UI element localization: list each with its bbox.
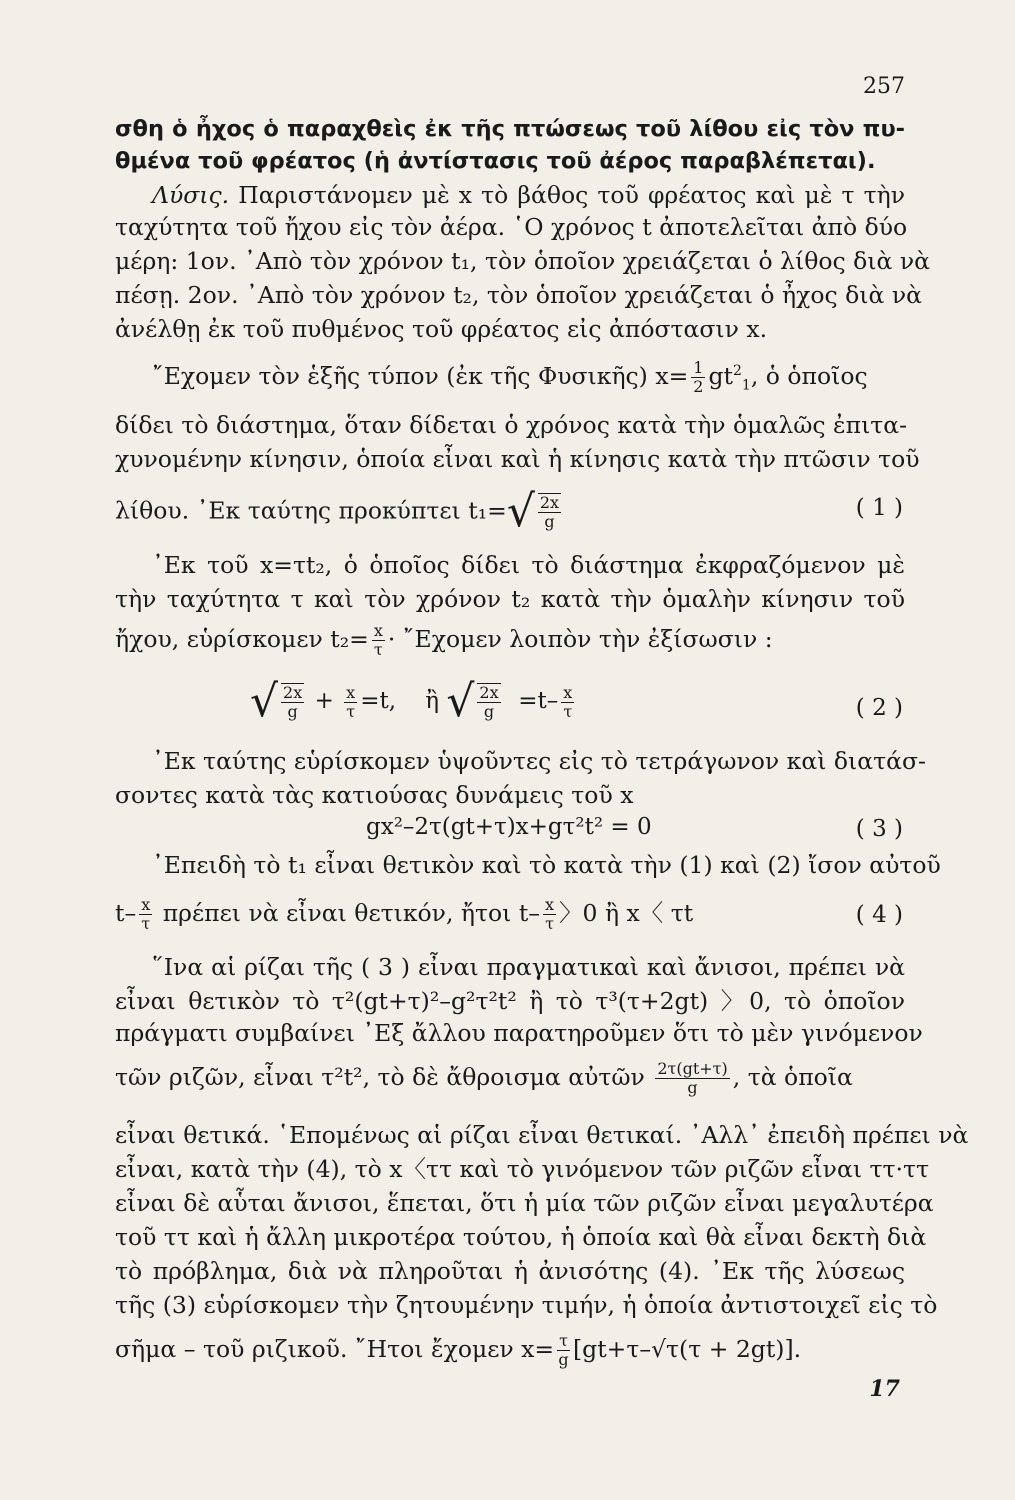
text-line (152, 180, 905, 210)
text-line: σθη ὁ ἦχος ὁ παραχθεὶς ἐκ τῆς πτώσεως τοῦ λίθου εἰς τὸν πυ- (115, 116, 905, 142)
numerator: τ (559, 1331, 568, 1350)
text-line: δίδει τὸ διάστημα, ὅταν δίδεται ὁ χρόνος κατὰ τὴν ὁμαλῶς ἐπιτα- (115, 411, 908, 439)
text-span: t– (115, 899, 137, 927)
formula-line (115, 896, 905, 933)
text-span: λίθου. ᾿Εκ ταύτης προκύπτει t₁= (115, 496, 507, 525)
text-line: εἶναι θετικὸν τὸ τ²(gt+τ)²–g²τ²t² ἢ τὸ τ³(τ+2gt) 〉0, τὸ ὁποῖον (115, 987, 905, 1015)
text-line: θμένα τοῦ φρέατος (ἡ ἀντίστασις τοῦ ἀέρος παραβλέπεται). (115, 148, 876, 174)
denominator: τ (373, 640, 383, 659)
page-number: 257 (863, 74, 905, 99)
fraction-tau-over-g (557, 1332, 570, 1369)
text-line: εἶναι, κατὰ τὴν (4), τὸ x〈ττ καὶ τὸ γινόμενον τῶν ριζῶν εἶναι ττ·ττ (115, 1155, 929, 1183)
numerator: x (141, 895, 151, 914)
text-line: ᾿Εκ ταύτης εὑρίσκομεν ὑψοῦντες εἰς τὸ τετράγωνον καὶ διατάσ- (152, 747, 926, 775)
fraction-root-sum (655, 1060, 729, 1097)
text-line: τὸ πρόβλημα, διὰ νὰ πληροῦται ἡ ἀνισότης (4). ᾿Εκ τῆς λύσεως (115, 1257, 905, 1285)
equation-2 (250, 676, 577, 727)
subscript: 1 (741, 377, 751, 394)
text-line: ᾿Εκ τοῦ x=τt₂, ὁ ὁποῖος δίδει τὸ διάστημα ἐκφραζόμενον μὲ (152, 551, 905, 579)
text-span: τῶν ριζῶν, εἶναι τ²t², τὸ δὲ ἄθροισμα αὐτῶν (115, 1063, 645, 1091)
numerator: 2x (479, 683, 499, 702)
numerator: 2x (539, 493, 560, 512)
numerator: 1 (693, 357, 704, 377)
equation-number: ( 1 ) (855, 495, 903, 521)
fraction-2x-over-g (281, 683, 304, 721)
text-span: , τὰ ὁποῖα (732, 1063, 853, 1091)
numerator: 2x (283, 683, 303, 702)
solution-label: Λύσις. (152, 181, 230, 209)
formula-line (115, 486, 905, 537)
text-span: [gt+τ–√τ(τ + 2gt)]. (572, 1335, 802, 1363)
text-span: ἤχου, εὑρίσκομεν t₂= (115, 625, 369, 653)
text-span: , ὁ ὁποῖος (750, 361, 868, 390)
signature-mark: 17 (869, 1376, 900, 1402)
numerator: 2τ(gt+τ) (657, 1059, 728, 1078)
text-span: =t, (360, 688, 397, 714)
denominator: g (544, 512, 555, 531)
text-line: τῆς (3) εὑρίσκομεν τὴν ζητουμένην τιμήν, ἡ ὁποία ἀντιστοιχεῖ εἰς τὸ (115, 1291, 938, 1319)
text-span: πρέπει νὰ εἶναι θετικόν, ἤτοι t– (162, 899, 541, 927)
text-line: εἶναι δὲ αὗται ἄνισοι, ἕπεται, ὅτι ἡ μία τῶν ριζῶν εἶναι μεγαλυτέρα (115, 1189, 934, 1217)
equation-3: gx²–2τ(gt+τ)x+gτ²t² = 0 (366, 814, 652, 840)
exponent: 2 (732, 363, 742, 379)
numerator: x (563, 682, 573, 702)
numerator: x (346, 682, 356, 702)
text-line: μέρη: 1ον. ᾿Απὸ τὸν χρόνον t₁, τὸν ὁποῖον χρειάζεται ὁ λίθος διὰ νὰ (115, 247, 930, 275)
square-root (446, 676, 503, 727)
equation-number: ( 2 ) (855, 695, 903, 721)
fraction-x-over-tau (139, 896, 152, 933)
text-line: ᾿Επειδὴ τὸ t₁ εἶναι θετικὸν καὶ τὸ κατὰ τὴν (1) καὶ (2) ἴσον αὐτοῦ (152, 851, 941, 879)
text-line: ἀνέλθῃ ἐκ τοῦ πυθμένος τοῦ φρέατος εἰς ἀπόστασιν x. (115, 315, 768, 343)
fraction-x-over-tau (543, 896, 556, 933)
denominator: g (687, 1078, 698, 1097)
denominator: τ (346, 701, 356, 721)
text-line: τοῦ ττ καὶ ἡ ἄλλη μικροτέρα τούτου, ἡ ὁποία καὶ θὰ εἶναι δεκτὴ διὰ (115, 1223, 927, 1251)
fraction-x-over-tau (372, 622, 385, 659)
text-span: ῎Εχομεν τὸν ἑξῆς τύπον (ἐκ τῆς Φυσικῆς) x= (152, 361, 689, 390)
fraction-x-over-tau (561, 684, 574, 721)
radical-sign: √ (506, 486, 535, 537)
denominator: τ (141, 914, 151, 933)
fraction-2x-over-g (538, 493, 561, 531)
denominator: τ (545, 914, 554, 933)
denominator: g (483, 702, 495, 721)
text-span: σῆμα – τοῦ ριζικοῦ. ῎Ητοι ἔχομεν x= (115, 1335, 555, 1363)
text-line: πέσῃ. 2ον. ᾿Απὸ τὸν χρόνον t₂, τὸν ὁποῖον χρειάζεται ὁ ἦχος διὰ νὰ (115, 281, 923, 309)
text-span: ἢ (425, 688, 440, 714)
square-root (506, 486, 564, 537)
fraction-half (691, 359, 705, 396)
text-line: ταχύτητα τοῦ ἤχου εἰς τὸν ἀέρα. ῾Ο χρόνος t ἀποτελεῖται ἀπὸ δύο (115, 213, 908, 241)
text-line: χυνομένην κίνησιν, ὁποία εἶναι καὶ ἡ κίνησις κατὰ τὴν πτῶσιν τοῦ (115, 445, 920, 473)
denominator: τ (563, 701, 573, 721)
radical-sign: √ (250, 676, 279, 727)
text-line: ῞Ινα αἱ ρίζαι τῆς ( 3 ) εἶναι πραγματικαὶ καὶ ἄνισοι, πρέπει νὰ (152, 953, 905, 981)
text-line: τὴν ταχύτητα τ καὶ τὸν χρόνον t₂ κατὰ τὴν ὁμαλὴν κίνησιν τοῦ (115, 585, 905, 613)
denominator: 2 (693, 376, 704, 396)
text-span: Παριστάνομεν μὲ x τὸ βάθος τοῦ φρέατος καὶ μὲ τ τὴν (229, 181, 905, 209)
denominator: g (558, 1350, 569, 1369)
equation-number: ( 4 ) (855, 902, 903, 928)
formula-line (115, 1060, 905, 1097)
text-line: πράγματι συμβαίνει ᾿Εξ ἄλλου παρατηροῦμεν ὅτι τὸ μὲν γινόμενον (115, 1019, 923, 1047)
plus-sign: + (314, 688, 334, 714)
text-span: · ῎Εχομεν λοιπὸν τὴν ἐξίσωσιν : (387, 625, 773, 653)
fraction-2x-over-g (477, 683, 500, 721)
text-span: gt (708, 361, 733, 390)
text-line: σοντες κατὰ τὰς κατιούσας δυνάμεις τοῦ x (115, 781, 634, 809)
formula-line (115, 622, 905, 659)
fraction-x-over-tau (344, 684, 357, 721)
square-root (250, 676, 307, 727)
denominator: g (287, 702, 298, 721)
text-line: εἶναι θετικά. ῾Επομένως αἱ ρίζαι εἶναι θετικαί. ᾿Αλλ᾿ ἐπειδὴ πρέπει νὰ (115, 1121, 969, 1149)
radical-sign: √ (446, 676, 475, 727)
text-span: 〉0 ἢ x〈 τt (559, 899, 694, 927)
numerator: x (373, 621, 383, 640)
numerator: x (545, 895, 555, 914)
formula-line (152, 356, 905, 401)
text-span: =t– (518, 688, 559, 714)
equation-number: ( 3 ) (855, 816, 903, 842)
formula-line (115, 1332, 905, 1369)
